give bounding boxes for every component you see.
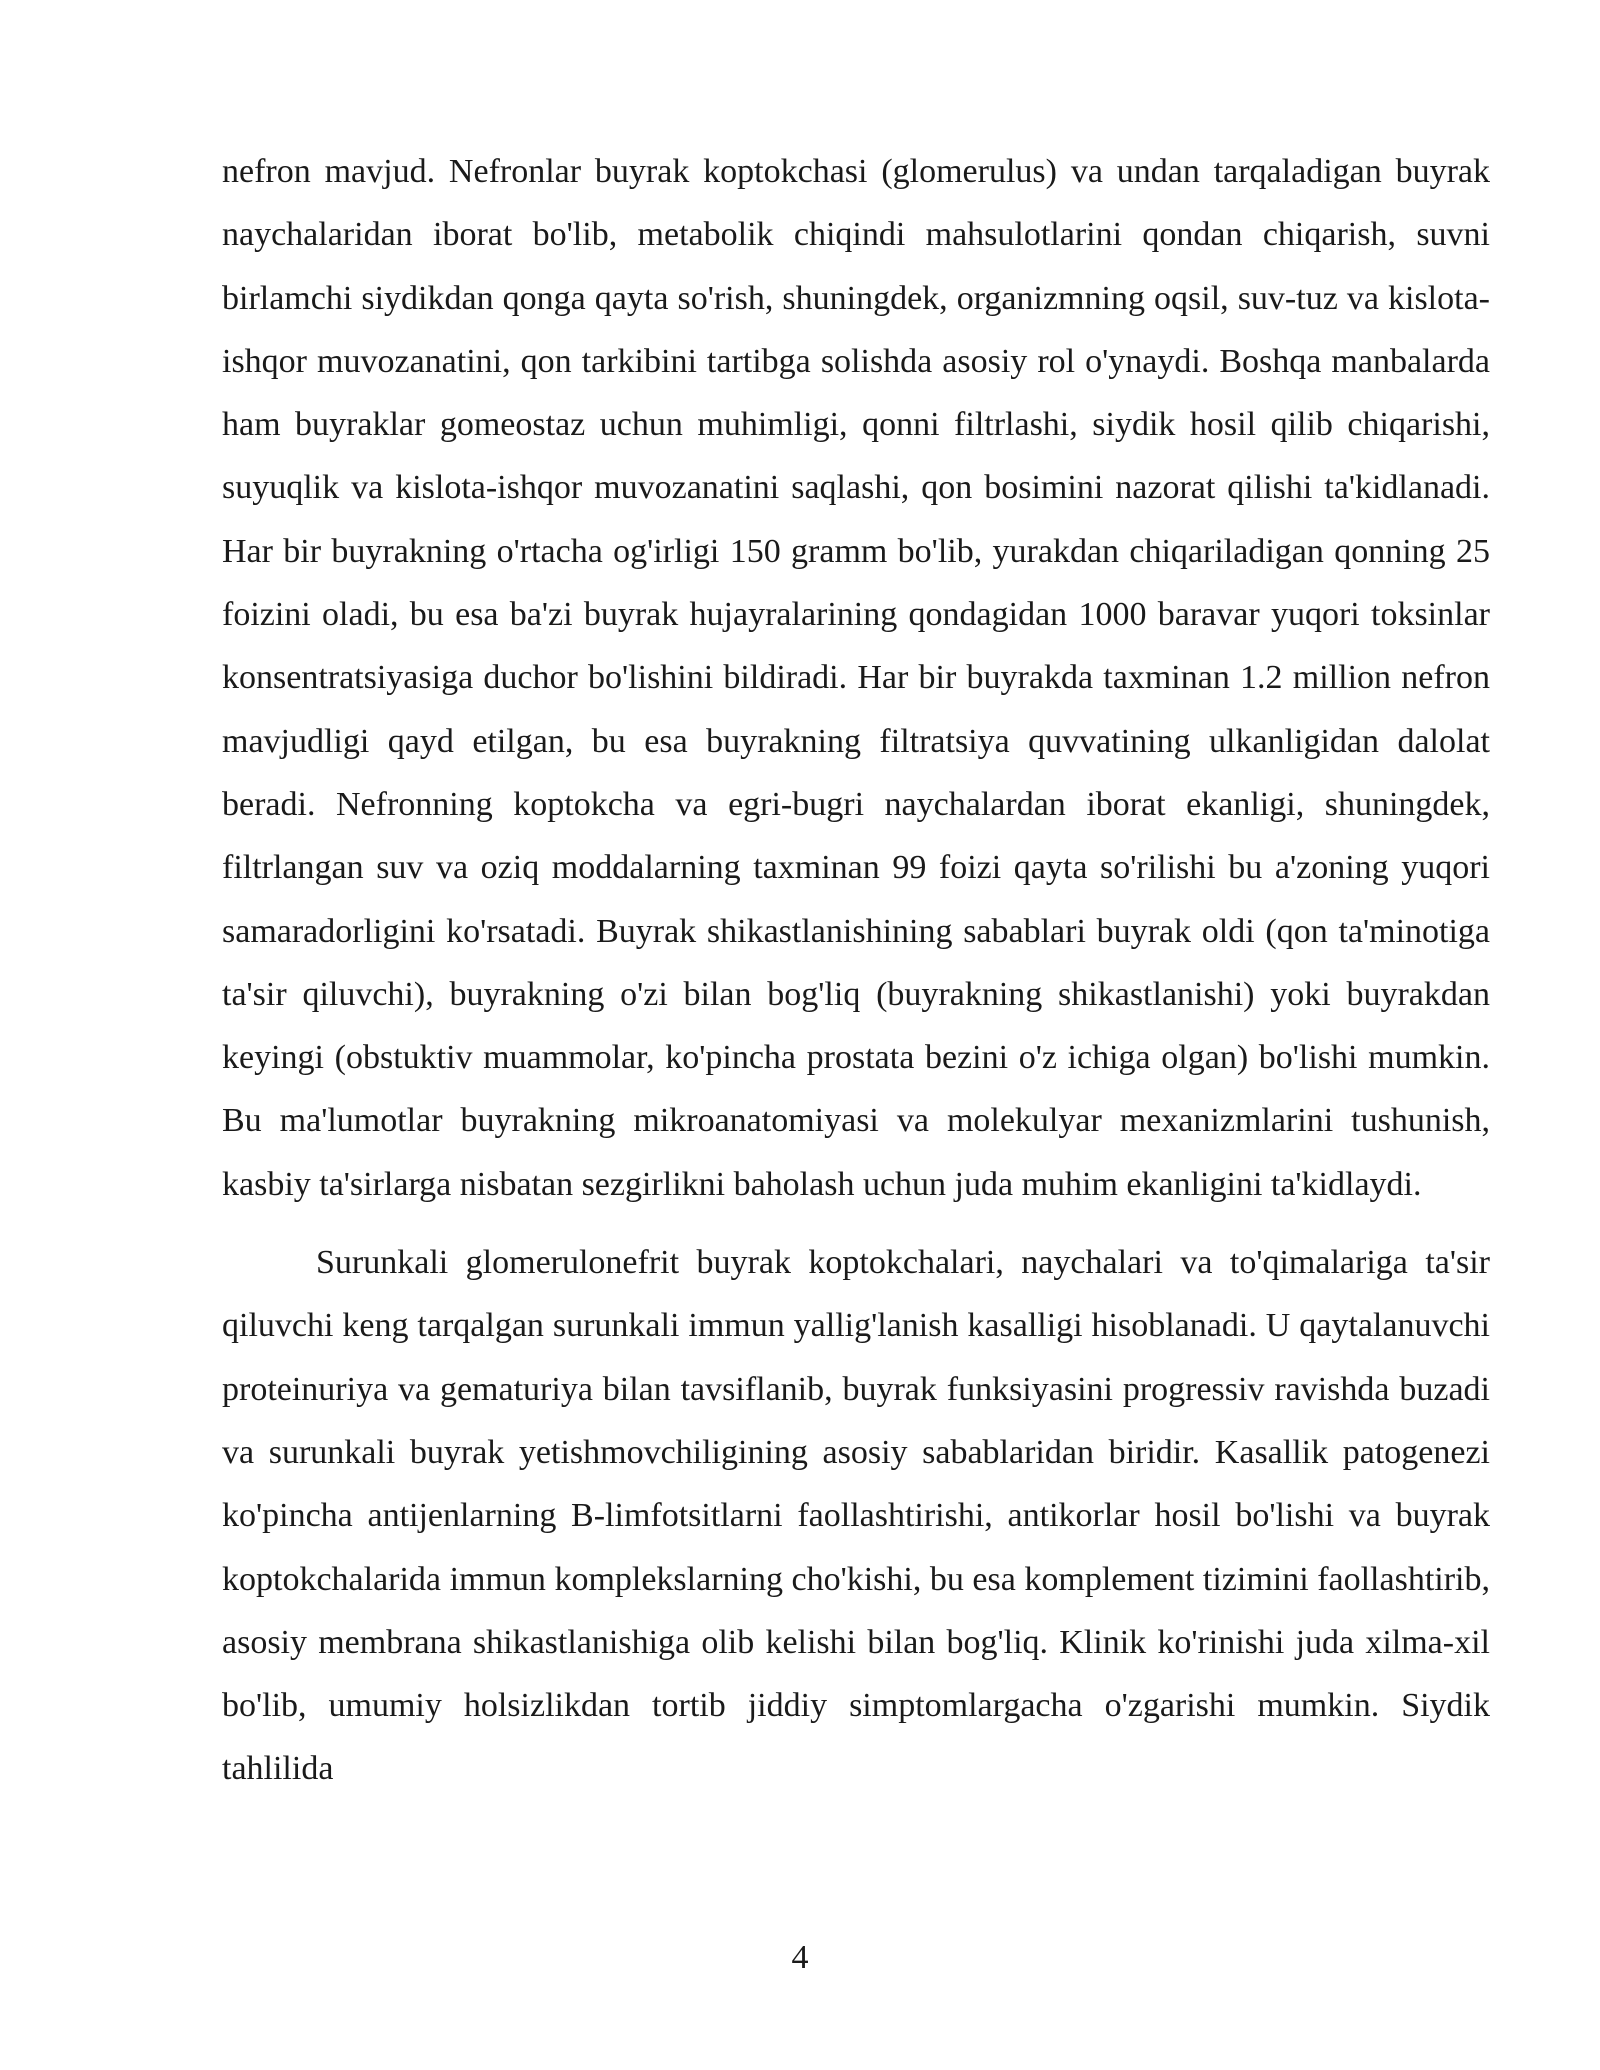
paragraph-1: nefron mavjud. Nefronlar buyrak koptokchasi (glomerulus) va undan tarqaladigan buyrak naychalaridan iborat bo'lib, metabolik chiqindi mahsulotlarini qondan chiqarish, suvni birlamchi siydikdan qonga qayta so'rish, shuningdek, organizmning oqsil, suv-tuz va kislota-ishqor muvozanatini, qon tarkibini tartibga solishda asosiy rol o'ynaydi. Boshqa manbalarda ham buyraklar gomeostaz uchun muhimligi, qonni filtrlashi, siydik hosil qilib chiqarishi, suyuqlik va kislota-ishqor muvozanatini saqlashi, qon bosimini nazorat qilishi ta'kidlanadi. Har bir buyrakning o'rtacha og'irligi 150 gramm bo'lib, yurakdan chiqariladigan qonning 25 foizini oladi, bu esa ba'zi buyrak hujayralarining qondagidan 1000 baravar yuqori toksinlar konsentratsiyasiga duchor bo'lishini bildiradi. Har bir buyrakda taxminan 1.2 million nefron mavjudligi qayd etilgan, bu esa buyrakning filtratsiya quvvatining ulkanligidan dalolat beradi. Nefronning koptokcha va egri-bugri naychalardan iborat ekanligi, shuningdek, filtrlangan suv va oziq moddalarning taxminan 99 foizi qayta so'rilishi bu a'zoning yuqori samaradorligini ko'rsatadi. Buyrak shikastlanishining sabablari buyrak oldi (qon ta'minotiga ta'sir qiluvchi), buyrakning o'zi bilan bog'liq (buyrakning shikastlanishi) yoki buyrakdan keyingi (obstuktiv muammolar, ko'pincha prostata bezini o'z ichiga olgan) bo'lishi mumkin. Bu ma'lumotlar buyrakning mikroanatomiyasi va molekulyar mexanizmlarini tushunish, kasbiy ta'sirlarga nisbatan sezgirlikni baholash uchun juda muhim ekanligini ta'kidlaydi.	[222, 153, 1490, 1203]
page-number: 4	[791, 1939, 809, 1976]
body-text	[222, 140, 1490, 1801]
paragraph-2: Surunkali glomerulonefrit buyrak koptokchalari, naychalari va to'qimalariga ta'sir qiluvchi keng tarqalgan surunkali immun yallig'lanish kasalligi hisoblanadi. U qaytalanuvchi proteinuriya va gematuriya bilan tavsiflanib, buyrak funksiyasini progressiv ravishda buzadi va surunkali buyrak yetishmovchiligining asosiy sabablaridan biridir. Kasallik patogenezi ko'pincha antijenlarning B-limfotsitlarni faollashtirishi, antikorlar hosil bo'lishi va buyrak koptokchalarida immun komplekslarning cho'kishi, bu esa komplement tizimini faollashtirib, asosiy membrana shikastlanishiga olib kelishi bilan bog'liq. Klinik ko'rinishi juda xilma-xil bo'lib, umumiy holsizlikdan tortib jiddiy simptomlargacha o'zgarishi mumkin. Siydik tahlilida	[222, 1244, 1490, 1788]
